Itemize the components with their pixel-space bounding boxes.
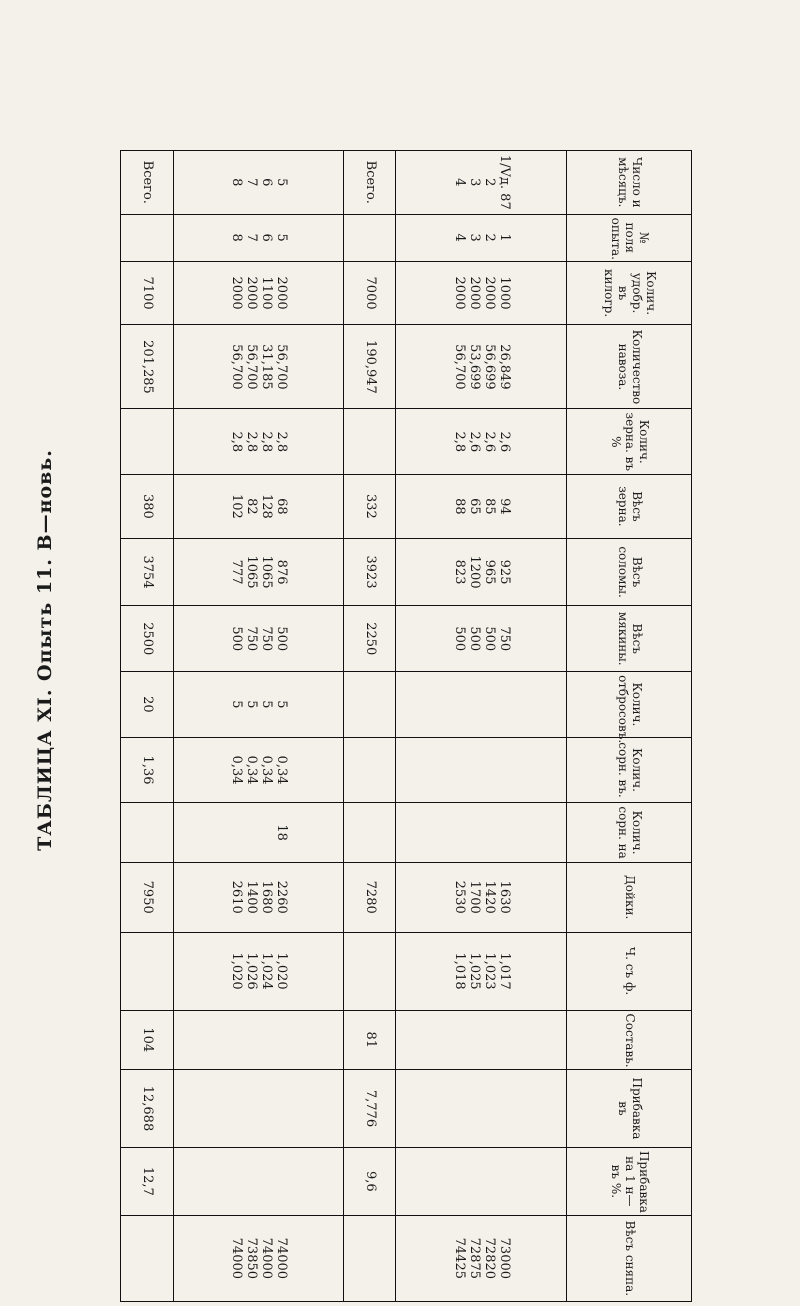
- cell-value: 94: [497, 498, 513, 515]
- cell-value: 4: [452, 233, 468, 242]
- cell-value: 56,699: [482, 344, 498, 390]
- table-cell-fert: [396, 261, 567, 325]
- cell-value: 2,8: [244, 431, 260, 453]
- column-header: Колич. отбросовъ.: [567, 672, 692, 738]
- cell-value: [273, 1151, 288, 1212]
- cell-value: [496, 806, 511, 858]
- cell-value: 74425: [452, 1237, 468, 1280]
- cell-value: 2610: [229, 880, 245, 914]
- cell-value: 7: [244, 233, 260, 242]
- total-row: [344, 151, 396, 1302]
- cell-value: 2: [482, 178, 498, 187]
- cell-value: 56,700: [452, 344, 468, 390]
- cell-value: [481, 1073, 496, 1144]
- cell-value: 3754: [140, 555, 156, 589]
- table-cell-composition: [173, 1010, 344, 1069]
- table-cell-weed-a: [121, 737, 174, 803]
- cell-value: [362, 675, 377, 734]
- cell-value: 6: [259, 178, 275, 187]
- cell-value: 2,6: [497, 431, 513, 453]
- cell-value: [228, 1151, 243, 1212]
- cell-value: 2,6: [467, 431, 483, 453]
- column-header: Составь.: [567, 1010, 692, 1069]
- cell-value: 1,36: [140, 755, 156, 785]
- column-header: Вѣсъ зерна.: [567, 475, 692, 539]
- cell-value: [258, 1014, 273, 1066]
- table-cell-increase: [396, 1070, 567, 1148]
- cell-value: 72820: [482, 1237, 498, 1280]
- table-cell-per-field: [121, 932, 174, 1010]
- table-cell-chaff-weight: [173, 606, 344, 672]
- cell-value: 8: [229, 178, 245, 187]
- cell-value: [451, 1073, 466, 1144]
- cell-value: 68: [274, 498, 290, 515]
- cell-value: [451, 675, 466, 734]
- column-header: Прибавка на 1 н—въ %.: [567, 1147, 692, 1215]
- cell-value: 1,023: [482, 952, 498, 990]
- cell-value: 1: [497, 233, 513, 242]
- cell-value: 1,025: [467, 952, 483, 990]
- cell-value: 82: [244, 498, 260, 515]
- table-cell-weed-a: [396, 737, 567, 803]
- cell-value: 500: [467, 626, 483, 652]
- cell-value: [139, 806, 154, 858]
- cell-value: 5: [259, 700, 275, 709]
- cell-value: 0,34: [274, 755, 290, 785]
- cell-value: 2000: [229, 276, 245, 310]
- cell-value: [466, 1151, 481, 1212]
- cell-value: [362, 806, 377, 858]
- cell-value: 7280: [363, 880, 379, 914]
- cell-value: 190,947: [363, 340, 379, 394]
- cell-value: [139, 1219, 154, 1298]
- table-cell-num: [344, 151, 396, 215]
- cell-value: [451, 1014, 466, 1066]
- cell-value: 777: [229, 559, 245, 585]
- rotated-table-page: [120, 150, 692, 1302]
- cell-value: [362, 1219, 377, 1298]
- table-cell-manure: [396, 325, 567, 409]
- table-cell-composition: [121, 1010, 174, 1069]
- cell-value: [243, 806, 258, 858]
- cell-value: 3923: [363, 555, 379, 589]
- cell-value: [496, 1014, 511, 1066]
- table-cell-weed-b: [173, 803, 344, 862]
- table-cell-grain-pct: [344, 409, 396, 475]
- column-header: Колич. сорн. на: [567, 803, 692, 862]
- cell-value: [243, 1073, 258, 1144]
- cell-value: 102: [229, 494, 245, 519]
- cell-value: [258, 806, 273, 858]
- column-header: Колич. сорн. въ.: [567, 737, 692, 803]
- table-cell-straw-weight: [396, 538, 567, 606]
- table-cell-grain-pct: [173, 409, 344, 475]
- cell-value: 5: [274, 178, 290, 187]
- column-header: Дойки.: [567, 862, 692, 932]
- cell-value: 65: [467, 498, 483, 515]
- table-cell-increase: [173, 1070, 344, 1148]
- cell-value: 1,020: [229, 952, 245, 990]
- cell-value: 2000: [467, 276, 483, 310]
- cell-value: 500: [452, 626, 468, 652]
- cell-value: [139, 412, 154, 471]
- column-header: Вѣсъ сняпа.: [567, 1215, 692, 1301]
- cell-value: 6: [259, 233, 275, 242]
- cell-value: 823: [452, 559, 468, 585]
- table-cell-increase-pct: [344, 1147, 396, 1215]
- table-row: [173, 151, 344, 1302]
- cell-value: 1700: [467, 880, 483, 914]
- cell-value: 750: [244, 626, 260, 652]
- cell-value: [451, 806, 466, 858]
- cell-value: 2000: [244, 276, 260, 310]
- cell-value: 500: [274, 626, 290, 652]
- table-cell-increase: [344, 1070, 396, 1148]
- cell-value: 0,34: [229, 755, 245, 785]
- cell-value: 2000: [452, 276, 468, 310]
- cell-value: 2000: [274, 276, 290, 310]
- table-cell-grain-weight: [396, 475, 567, 539]
- cell-value: 5: [229, 700, 245, 709]
- cell-value: 5: [274, 700, 290, 709]
- cell-value: 750: [497, 626, 513, 652]
- cell-value: 750: [259, 626, 275, 652]
- table-cell-increase: [121, 1070, 174, 1148]
- cell-value: 0,34: [244, 755, 260, 785]
- cell-value: [481, 1014, 496, 1066]
- table-cell-manure: [344, 325, 396, 409]
- table-cell-increase-pct: [121, 1147, 174, 1215]
- cell-value: 56,700: [244, 344, 260, 390]
- cell-value: [362, 412, 377, 471]
- cell-value: [258, 1151, 273, 1212]
- table-row: [396, 151, 567, 1302]
- cell-value: [481, 675, 496, 734]
- table-cell-per-field: [173, 932, 344, 1010]
- table-cell-fert: [173, 261, 344, 325]
- table-cell-waste: [121, 672, 174, 738]
- table-cell-num: [121, 151, 174, 215]
- cell-value: 0,34: [259, 755, 275, 785]
- cell-value: 2,8: [259, 431, 275, 453]
- column-header: Ч. съ ф.: [567, 932, 692, 1010]
- cell-value: 2,6: [482, 431, 498, 453]
- cell-value: 7,776: [363, 1089, 379, 1128]
- table-cell-grain-weight: [173, 475, 344, 539]
- column-header: Вѣсъ мякины.: [567, 606, 692, 672]
- side-title: [10, 360, 80, 940]
- cell-value: 500: [482, 626, 498, 652]
- column-header: Число и мѣсяцъ.: [567, 151, 692, 215]
- cell-value: 2,8: [229, 431, 245, 453]
- table-cell-measure: [344, 1215, 396, 1301]
- cell-value: [496, 1151, 511, 1212]
- cell-value: [496, 1073, 511, 1144]
- table-cell-grain-pct: [121, 409, 174, 475]
- table-cell-chaff-weight: [344, 606, 396, 672]
- cell-value: 4: [452, 178, 468, 187]
- cell-value: [481, 741, 496, 800]
- cell-value: 20: [140, 696, 156, 713]
- cell-value: 74000: [259, 1237, 275, 1280]
- cell-value: 56,700: [274, 344, 290, 390]
- column-header: Колич. зерна. въ %: [567, 409, 692, 475]
- cell-value: 88: [452, 498, 468, 515]
- table-cell-per-field: [344, 932, 396, 1010]
- cell-value: 8: [229, 233, 245, 242]
- cell-value: 925: [497, 559, 513, 585]
- cell-value: 31,185: [259, 344, 275, 390]
- table-cell-weed-b: [344, 803, 396, 862]
- table-body: [121, 151, 567, 1302]
- table-cell-yield: [173, 862, 344, 932]
- table-cell-per-field: [396, 932, 567, 1010]
- column-header: № поля опыта.: [567, 214, 692, 261]
- cell-value: 1000: [497, 276, 513, 310]
- cell-value: [258, 1073, 273, 1144]
- cell-value: 3: [467, 233, 483, 242]
- cell-value: [466, 1073, 481, 1144]
- cell-value: 81: [363, 1031, 379, 1049]
- cell-value: [228, 806, 243, 858]
- table-cell-composition: [344, 1010, 396, 1069]
- cell-value: [496, 741, 511, 800]
- cell-value: 53,699: [467, 344, 483, 390]
- cell-value: 18: [274, 824, 290, 841]
- cell-value: 1,017: [497, 952, 513, 990]
- table-cell-straw-weight: [344, 538, 396, 606]
- cell-value: [273, 1073, 288, 1144]
- table-cell-fert: [121, 261, 174, 325]
- cell-value: 85: [482, 498, 498, 515]
- cell-value: [451, 741, 466, 800]
- header-row: [567, 151, 692, 1302]
- cell-value: 73850: [244, 1237, 260, 1280]
- cell-value: 1065: [259, 555, 275, 589]
- table-cell-weed-b: [396, 803, 567, 862]
- table-cell-manure: [121, 325, 174, 409]
- table-cell-yield: [344, 862, 396, 932]
- cell-value: 12,688: [140, 1085, 156, 1132]
- cell-value: 1,024: [259, 952, 275, 990]
- cell-value: 7000: [363, 276, 379, 310]
- cell-value: 332: [363, 494, 379, 519]
- cell-value: 73000: [497, 1237, 513, 1280]
- cell-value: 74000: [274, 1237, 290, 1280]
- cell-value: 2000: [482, 276, 498, 310]
- table-cell-grain-weight: [121, 475, 174, 539]
- cell-value: 74000: [229, 1237, 245, 1280]
- cell-value: 1100: [259, 276, 275, 310]
- table-cell-weed-b: [121, 803, 174, 862]
- cell-value: 3: [467, 178, 483, 187]
- cell-value: [481, 1151, 496, 1212]
- table-cell-weed-a: [173, 737, 344, 803]
- column-header: Количество навоза.: [567, 325, 692, 409]
- table-cell-chaff-weight: [396, 606, 567, 672]
- column-header: Колич. удобр. въ килогр.: [567, 261, 692, 325]
- cell-value: [466, 806, 481, 858]
- table-title: ТАБЛИЦА XI. Опыть 11. В—новь.: [34, 449, 56, 851]
- cell-value: 1,026: [244, 952, 260, 990]
- cell-value: [243, 1151, 258, 1212]
- table-cell-yield: [396, 862, 567, 932]
- data-table: [120, 150, 692, 1302]
- cell-value: 26,849: [497, 344, 513, 390]
- column-header: Прибавка въ: [567, 1070, 692, 1148]
- cell-value: 5: [244, 700, 260, 709]
- cell-value: 2530: [452, 880, 468, 914]
- column-header: Вѣсъ соломы.: [567, 538, 692, 606]
- cell-value: 2250: [363, 622, 379, 656]
- cell-value: [466, 675, 481, 734]
- cell-value: [139, 218, 154, 258]
- cell-value: 72875: [467, 1237, 483, 1280]
- table-cell-grain-weight: [344, 475, 396, 539]
- cell-value: [496, 675, 511, 734]
- table-cell-field: [121, 214, 174, 261]
- cell-value: 1420: [482, 880, 498, 914]
- cell-value: [362, 741, 377, 800]
- table-cell-num: [396, 151, 567, 215]
- table-cell-fert: [344, 261, 396, 325]
- table-cell-grain-pct: [396, 409, 567, 475]
- cell-value: 1/Vд. 87: [497, 154, 513, 210]
- cell-value: [451, 1151, 466, 1212]
- table-cell-waste: [396, 672, 567, 738]
- table-cell-straw-weight: [173, 538, 344, 606]
- cell-value: 2,8: [452, 431, 468, 453]
- table-cell-waste: [344, 672, 396, 738]
- cell-value: 1,020: [274, 952, 290, 990]
- table-cell-field: [344, 214, 396, 261]
- table-cell-chaff-weight: [121, 606, 174, 672]
- cell-value: 500: [229, 626, 245, 652]
- cell-value: Всего.: [140, 160, 156, 204]
- table-cell-measure: [121, 1215, 174, 1301]
- cell-value: Всего.: [363, 160, 379, 204]
- cell-value: [243, 1014, 258, 1066]
- cell-value: 7950: [140, 880, 156, 914]
- cell-value: 1680: [259, 880, 275, 914]
- cell-value: 9,6: [363, 1170, 379, 1192]
- table-cell-field: [173, 214, 344, 261]
- cell-value: [481, 806, 496, 858]
- table-cell-yield: [121, 862, 174, 932]
- cell-value: 876: [274, 559, 290, 585]
- cell-value: 380: [140, 494, 156, 519]
- cell-value: 12,7: [140, 1166, 156, 1196]
- cell-value: 2500: [140, 622, 156, 656]
- cell-value: [228, 1014, 243, 1066]
- cell-value: [228, 1073, 243, 1144]
- cell-value: 5: [274, 233, 290, 242]
- table-cell-measure: [396, 1215, 567, 1301]
- cell-value: 201,285: [140, 340, 156, 394]
- table-cell-weed-a: [344, 737, 396, 803]
- table-cell-manure: [173, 325, 344, 409]
- cell-value: [466, 1014, 481, 1066]
- cell-value: 965: [482, 559, 498, 585]
- cell-value: [466, 741, 481, 800]
- cell-value: [139, 936, 154, 1007]
- cell-value: 1065: [244, 555, 260, 589]
- table-cell-composition: [396, 1010, 567, 1069]
- table-cell-straw-weight: [121, 538, 174, 606]
- table-cell-increase-pct: [173, 1147, 344, 1215]
- total-row: [121, 151, 174, 1302]
- table-cell-waste: [173, 672, 344, 738]
- cell-value: 1200: [467, 555, 483, 589]
- cell-value: 2260: [274, 880, 290, 914]
- cell-value: 56,700: [229, 344, 245, 390]
- table-cell-field: [396, 214, 567, 261]
- cell-value: 1630: [497, 880, 513, 914]
- cell-value: [273, 1014, 288, 1066]
- cell-value: 104: [140, 1027, 156, 1053]
- cell-value: [362, 218, 377, 258]
- cell-value: 128: [259, 494, 275, 519]
- table-cell-measure: [173, 1215, 344, 1301]
- cell-value: 2: [482, 233, 498, 242]
- cell-value: 1,018: [452, 952, 468, 990]
- cell-value: 1400: [244, 880, 260, 914]
- cell-value: 7100: [140, 276, 156, 310]
- table-cell-increase-pct: [396, 1147, 567, 1215]
- cell-value: [362, 936, 377, 1007]
- cell-value: 2,8: [274, 431, 290, 453]
- cell-value: 7: [244, 178, 260, 187]
- table-cell-num: [173, 151, 344, 215]
